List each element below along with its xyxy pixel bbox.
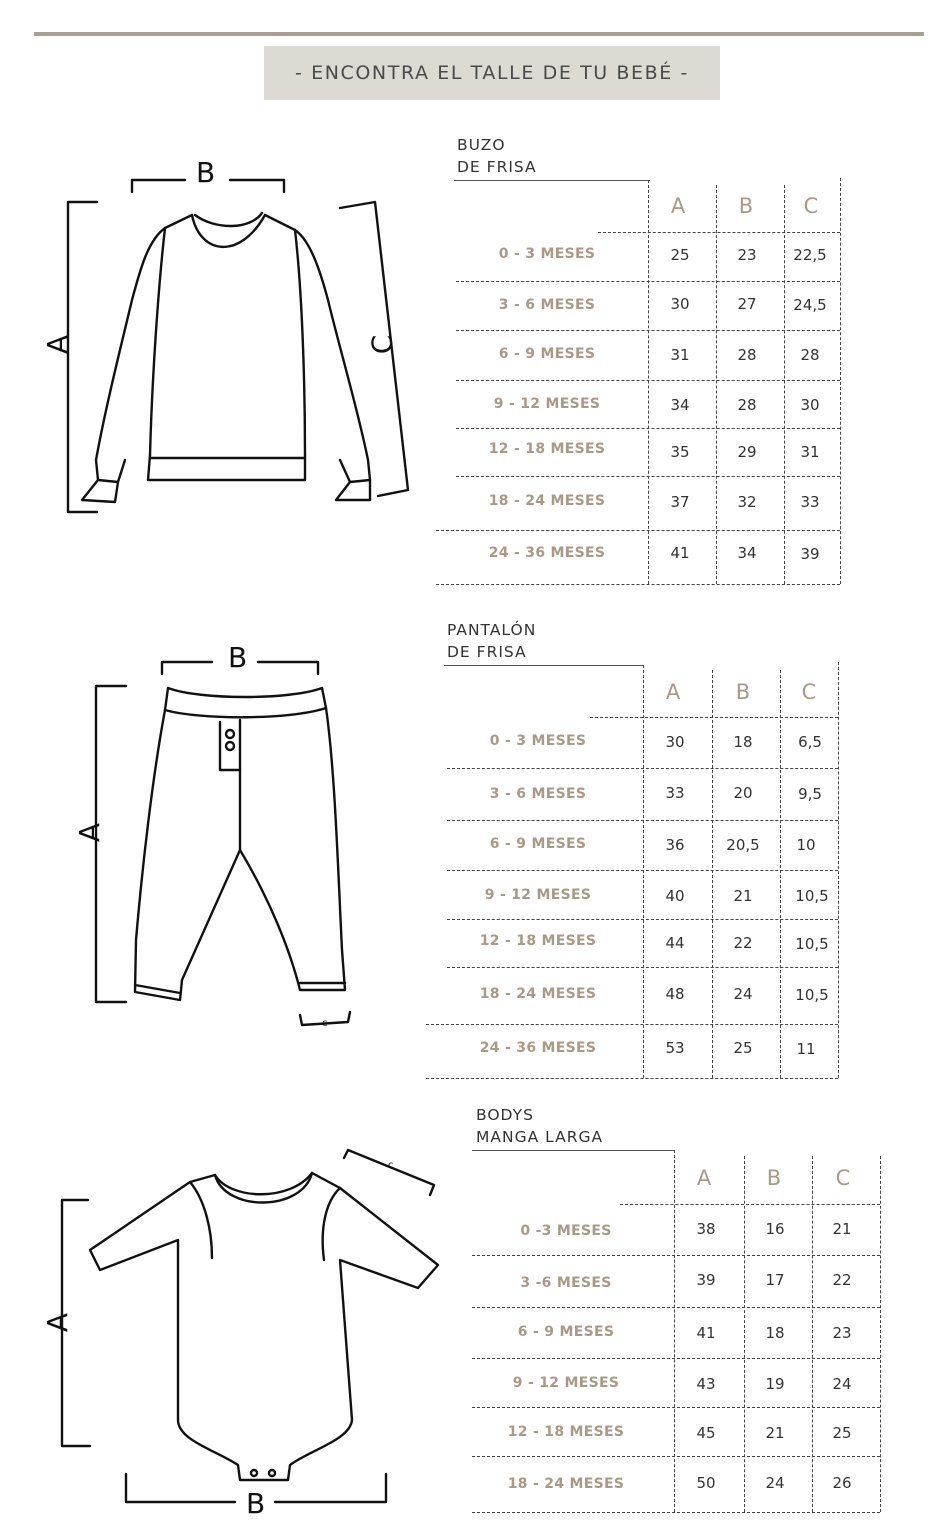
table-cell: 53 xyxy=(665,1039,685,1057)
col-head-b: B xyxy=(766,1166,782,1190)
row-size-label: 6 - 9 MESES xyxy=(489,836,587,852)
table-cell: 23 xyxy=(832,1324,852,1342)
table-divider xyxy=(456,281,840,282)
table-divider xyxy=(426,1078,838,1079)
row-size-label: 0 - 3 MESES xyxy=(489,733,587,749)
page-title: - ENCONTRA EL TALLE DE TU BEBÉ - xyxy=(295,62,689,84)
row-size-label: 9 - 12 MESES xyxy=(512,1375,620,1391)
table-cell: 34 xyxy=(670,396,690,414)
table-cell: 41 xyxy=(670,544,690,562)
row-size-label: 0 -3 MESES xyxy=(520,1223,612,1239)
table-cell: 21 xyxy=(733,887,753,905)
row-size-label: 24 - 36 MESES xyxy=(488,545,606,561)
col-head-c: C xyxy=(801,680,817,704)
table-cell: 33 xyxy=(800,493,820,511)
section-title-bodys xyxy=(476,1104,603,1148)
table-divider xyxy=(472,1255,880,1256)
table-cell: 29 xyxy=(737,443,757,461)
table-cell: 34 xyxy=(737,544,757,562)
col-head-b: B xyxy=(738,194,754,218)
table-divider xyxy=(472,1358,880,1359)
dim-label-a: A xyxy=(41,1312,75,1333)
table-cell: 10,5 xyxy=(795,935,829,953)
table-divider xyxy=(880,1156,881,1512)
row-size-label: 12 - 18 MESES xyxy=(488,441,606,457)
table-cell: 28 xyxy=(800,346,820,364)
table-cell: 25 xyxy=(733,1039,753,1057)
col-head-c: C xyxy=(835,1166,851,1190)
row-size-label: 12 - 18 MESES xyxy=(507,1424,625,1440)
row-size-label: 24 - 36 MESES xyxy=(479,1040,597,1056)
table-cell: 25 xyxy=(832,1424,852,1442)
table-cell: 22 xyxy=(832,1271,852,1289)
table-divider xyxy=(598,232,840,233)
table-cell: 16 xyxy=(765,1220,785,1238)
table-cell: 30 xyxy=(665,733,685,751)
row-size-label: 3 - 6 MESES xyxy=(489,786,587,802)
table-divider xyxy=(426,1024,838,1025)
table-cell: 25 xyxy=(670,246,690,264)
table-cell: 22,5 xyxy=(793,246,827,264)
table-divider xyxy=(447,919,838,920)
row-size-label: 3 - 6 MESES xyxy=(498,297,596,313)
table-cell: 30 xyxy=(800,396,820,414)
table-divider xyxy=(447,820,838,821)
table-divider xyxy=(472,1407,880,1408)
table-cell: 37 xyxy=(670,493,690,511)
title-underline xyxy=(454,180,650,181)
row-size-label: 9 - 12 MESES xyxy=(493,396,601,412)
table-cell: 28 xyxy=(737,396,757,414)
table-divider xyxy=(456,428,840,429)
dim-label-c: c xyxy=(322,1018,328,1029)
table-cell: 33 xyxy=(665,784,685,802)
pants-icon xyxy=(90,650,370,1040)
dim-label-c: c xyxy=(388,1160,394,1171)
section-title-buzo xyxy=(457,134,537,178)
dim-label-b: B xyxy=(228,641,248,674)
table-divider xyxy=(456,330,840,331)
table-cell: 20,5 xyxy=(726,836,760,854)
table-cell: 38 xyxy=(696,1220,716,1238)
table-divider xyxy=(620,1204,880,1205)
section-title-line1: PANTALÓN xyxy=(447,621,537,639)
col-head-c: C xyxy=(803,194,819,218)
dim-label-a: A xyxy=(73,822,107,843)
table-cell: 24,5 xyxy=(793,296,827,314)
row-size-label: 18 - 24 MESES xyxy=(479,986,597,1002)
table-cell: 18 xyxy=(733,733,753,751)
row-size-label: 18 - 24 MESES xyxy=(488,493,606,509)
table-cell: 6,5 xyxy=(798,733,822,751)
dim-label-c: C xyxy=(365,334,399,355)
table-cell: 24 xyxy=(832,1375,852,1393)
table-cell: 21 xyxy=(765,1424,785,1442)
table-cell: 10,5 xyxy=(795,887,829,905)
table-divider xyxy=(447,768,838,769)
row-size-label: 0 - 3 MESES xyxy=(498,246,596,262)
table-divider xyxy=(472,1307,880,1308)
table-divider xyxy=(840,178,841,584)
table-cell: 26 xyxy=(832,1474,852,1492)
table-cell: 23 xyxy=(737,246,757,264)
table-cell: 20 xyxy=(733,784,753,802)
table-cell: 31 xyxy=(800,443,820,461)
table-cell: 50 xyxy=(696,1474,716,1492)
col-head-a: A xyxy=(670,194,686,218)
section-title-line2: DE FRISA xyxy=(457,158,537,176)
col-head-a: A xyxy=(665,680,681,704)
table-cell: 22 xyxy=(733,934,753,952)
dim-label-b: B xyxy=(246,1487,266,1520)
table-divider xyxy=(780,670,781,1078)
table-divider xyxy=(456,380,840,381)
table-divider xyxy=(436,530,840,531)
section-title-pantalon xyxy=(447,619,536,663)
page-title-banner xyxy=(264,46,720,100)
row-size-label: 3 -6 MESES xyxy=(520,1275,612,1291)
table-cell: 9,5 xyxy=(798,785,822,803)
section-title-line2: DE FRISA xyxy=(447,643,527,661)
table-cell: 43 xyxy=(696,1375,716,1393)
table-cell: 10 xyxy=(796,836,816,854)
table-cell: 44 xyxy=(665,934,685,952)
table-cell: 35 xyxy=(670,443,690,461)
table-cell: 10,5 xyxy=(795,986,829,1004)
title-underline xyxy=(444,665,644,666)
top-rule xyxy=(34,32,924,36)
title-underline xyxy=(472,1150,674,1151)
table-cell: 45 xyxy=(696,1424,716,1442)
row-size-label: 6 - 9 MESES xyxy=(517,1324,615,1340)
table-divider xyxy=(472,1512,880,1513)
table-cell: 39 xyxy=(696,1271,716,1289)
table-divider xyxy=(716,185,717,584)
dim-label-b: B xyxy=(196,156,216,189)
table-cell: 17 xyxy=(765,1271,785,1289)
table-divider xyxy=(838,662,839,1078)
row-size-label: 18 - 24 MESES xyxy=(507,1476,625,1492)
table-cell: 40 xyxy=(665,887,685,905)
table-cell: 19 xyxy=(765,1375,785,1393)
table-cell: 31 xyxy=(670,346,690,364)
table-divider xyxy=(447,967,838,968)
table-divider xyxy=(456,476,840,477)
section-title-line2: MANGA LARGA xyxy=(476,1128,604,1146)
col-head-b: B xyxy=(735,680,751,704)
table-divider xyxy=(784,185,785,584)
table-cell: 48 xyxy=(665,985,685,1003)
table-cell: 36 xyxy=(665,836,685,854)
table-divider xyxy=(436,584,840,585)
table-divider xyxy=(648,180,649,584)
row-size-label: 9 - 12 MESES xyxy=(484,887,592,903)
table-cell: 21 xyxy=(832,1220,852,1238)
table-cell: 41 xyxy=(696,1324,716,1342)
table-divider xyxy=(712,670,713,1078)
table-cell: 39 xyxy=(800,545,820,563)
dim-label-a: A xyxy=(41,334,75,355)
row-size-label: 12 - 18 MESES xyxy=(479,933,597,949)
table-cell: 24 xyxy=(733,985,753,1003)
section-title-line1: BUZO xyxy=(457,136,506,154)
row-size-label: 6 - 9 MESES xyxy=(498,346,596,362)
bodysuit-icon xyxy=(40,1140,460,1520)
table-cell: 28 xyxy=(737,346,757,364)
table-divider xyxy=(643,665,644,1078)
table-cell: 11 xyxy=(796,1040,816,1058)
table-cell: 24 xyxy=(765,1474,785,1492)
section-title-line1: BODYS xyxy=(476,1106,534,1124)
table-divider xyxy=(447,870,838,871)
table-cell: 32 xyxy=(737,493,757,511)
table-divider xyxy=(472,1456,880,1457)
table-cell: 18 xyxy=(765,1324,785,1342)
col-head-a: A xyxy=(696,1166,712,1190)
table-cell: 30 xyxy=(670,295,690,313)
table-divider xyxy=(590,717,838,718)
sweatshirt-icon xyxy=(40,160,420,530)
table-cell: 27 xyxy=(737,295,757,313)
